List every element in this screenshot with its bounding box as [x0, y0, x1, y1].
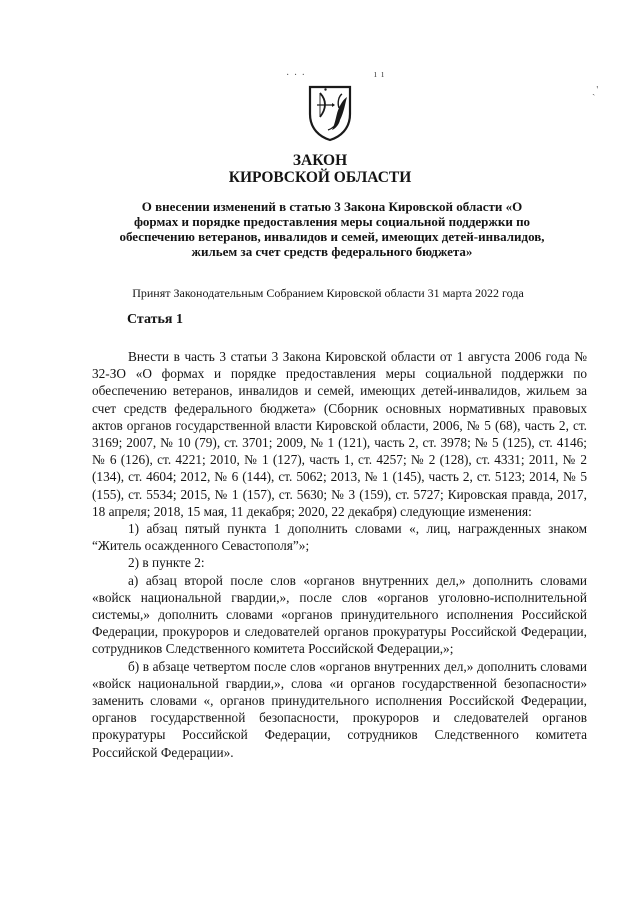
scan-mark: · · · — [286, 70, 306, 81]
coat-of-arms-icon — [306, 84, 354, 142]
article-paragraph: Внести в часть 3 статьи 3 Закона Кировской области от 1 августа 2006 года № 32-ЗО «О формах и порядке предоставления меры социальной поддержки по обеспечению ветеранов, инвалидов и семей, имеющих детей-инвалидов, жильем за счет средств федерального бюджета» (Сборник основных нормативных правовых актов органов государственной власти Кировской области, 2006, № 5 (68), часть 2, ст. 3169; 2007, № 10 (79), ст. 3701; 2009, № 1 (121), часть 2, ст. 3978; № 5 (125), ст. 4146; № 6 (126), ст. 4221; 2010, № 1 (127), часть 1, ст. 4257; № 2 (128), ст. 4331; 2011, № 2 (134), ст. 4604; 2012, № 6 (144), ст. 5062; 2013, № 1 (145), часть 2, ст. 5123; 2014, № 5 (155), ст. 5534; 2015, № 1 (157), ст. 5630; № 3 (159), ст. 5727; Кировская правда, 2017, 18 апреля; 2018, 15 мая, 11 декабря; 2020, 22 декабря) следующие изменения: — [92, 349, 587, 519]
article-paragraph: 1) абзац пятый пункта 1 дополнить словами «, лиц, награжденных знаком “Житель осажденного Севастополя”»; — [92, 521, 587, 554]
document-type-heading: ЗАКОН — [292, 152, 348, 169]
law-subject-title: О внесении изменений в статью 3 Закона Кировской области «О формах и порядке предоставления меры социальной поддержки по обеспечению ветеранов, инвалидов и семей, имеющих детей-инвалидов, жильем за счет средств федерального бюджета» — [119, 199, 545, 259]
scan-mark: ˏ' — [592, 85, 600, 96]
article-body — [92, 348, 587, 761]
adoption-note: Принят Законодательным Собранием Кировской области 31 марта 2022 года — [132, 286, 524, 300]
scan-mark: ı ı — [374, 69, 386, 80]
article-paragraph: а) абзац второй после слов «органов внутренних дел,» дополнить словами «войск национальной гвардии,», после слов «органов уголовно-исполнительной системы,» дополнить словами «органов принудительного исполнения Российской Федерации, прокуроров и следователей органов прокуратуры Российской Федерации, сотрудников Следственного комитета Российской Федерации,»; — [92, 572, 587, 657]
article-paragraph: 2) в пункте 2: — [128, 555, 205, 571]
region-heading: КИРОВСКОЙ ОБЛАСТИ — [228, 169, 412, 186]
article-paragraph: б) в абзаце четвертом после слов «органов внутренних дел,» дополнить словами «войск национальной гвардии,», слова «и органов государственной безопасности» заменить словами «, органов принудительного исполнения Российской Федерации, органов государственной безопасности, прокуроров и следователей органов прокуратуры Российской Федерации, сотрудников Следственного комитета Российской Федерации». — [92, 658, 587, 760]
article-heading: Статья 1 — [127, 312, 183, 327]
